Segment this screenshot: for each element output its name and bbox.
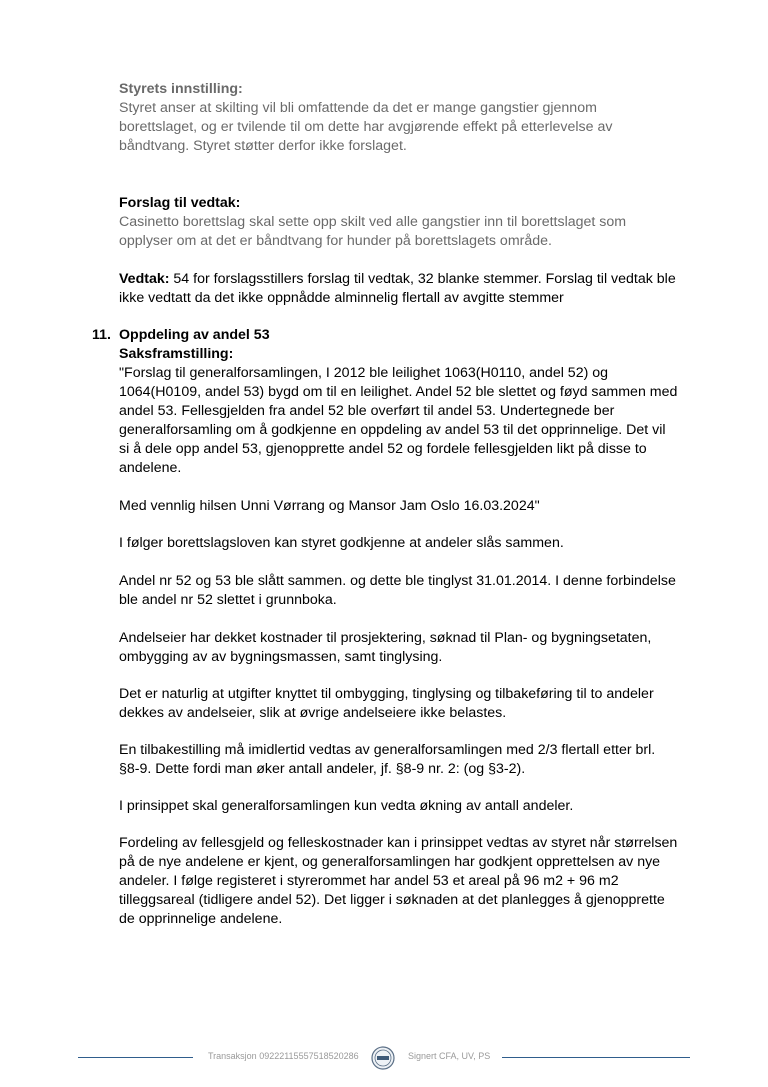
- signature-footer: [0, 1046, 768, 1070]
- paragraph: I prinsippet skal generalforsamlingen kun vedta økning av antall andeler.: [119, 798, 574, 814]
- forslag-heading: Forslag til vedtak:: [119, 195, 241, 211]
- footer-rule-left: [78, 1057, 193, 1058]
- paragraph: Andelseier har dekket kostnader til prosjektering, søknad til Plan- og bygningsetaten, ombygging av av bygningsmassen, samt tinglysing.: [119, 630, 652, 665]
- vedtak-paragraph: [119, 270, 679, 308]
- paragraph: Andel nr 52 og 53 ble slått sammen. og dette ble tinglyst 31.01.2014. I denne forbindelse ble andel nr 52 slettet i grunnboka.: [119, 573, 676, 608]
- vedtak-text: 54 for forslagsstillers forslag til vedtak, 32 blanke stemmer. Forslag til vedtak ble ikke vedtatt da det ikke oppnådde alminnelig flertall av avgitte stemmer: [119, 271, 676, 306]
- styrets-innstilling-text: Styret anser at skilting vil bli omfattende da det er mange gangstier gjennom borettslaget, og er tvilende til om dette har avgjørende effekt på etterlevelse av båndtvang. Styret støtter derfor ikke forslaget.: [119, 100, 613, 154]
- paragraph: I følger borettslagsloven kan styret godkjenne at andeler slås sammen.: [119, 535, 564, 551]
- paragraph: Fordeling av fellesgjeld og felleskostnader kan i prinsippet vedtas av styret når størrelsen på de nye andelene er kjent, og generalforsamlingen har godkjent opprettelsen av nye andeler. I følge registeret i styrerommet har andel 53 et areal på 96 m2 + 96 m2 tilleggsareal (tidligere andel 52). Det ligger i søknaden at det planlegges å gjenopprette de opprinnelige andelene.: [119, 835, 678, 927]
- signature-seal-icon: [371, 1046, 395, 1070]
- saksframstilling-heading: Saksframstilling:: [119, 346, 234, 362]
- transaction-id: Transaksjon 09222115557518520286: [208, 1051, 359, 1061]
- vedtak-label: Vedtak:: [119, 271, 170, 287]
- forslag-text: Casinetto borettslag skal sette opp skilt ved alle gangstier inn til borettslaget som opplyser om at det er båndtvang for hunder på borettslagets område.: [119, 214, 627, 249]
- item-number: 11.: [92, 327, 111, 343]
- paragraph: Det er naturlig at utgifter knyttet til ombygging, tinglysing og tilbakeføring til to andeler dekkes av andelseier, slik at øvrige andelseiere ikke belastes.: [119, 686, 654, 721]
- item-title: Oppdeling av andel 53: [119, 327, 270, 343]
- paragraph: En tilbakestilling må imidlertid vedtas av generalforsamlingen med 2/3 flertall etter brl. §8-9. Dette fordi man øker antall andeler, jf. §8-9 nr. 2: (og §3-2).: [119, 742, 656, 777]
- signed-by: Signert CFA, UV, PS: [408, 1051, 491, 1061]
- footer-rule-right: [502, 1057, 690, 1058]
- styrets-innstilling-heading: Styrets innstilling:: [119, 81, 243, 97]
- paragraph: Med vennlig hilsen Unni Vørrang og Mansor Jam Oslo 16.03.2024": [119, 498, 540, 514]
- paragraph: "Forslag til generalforsamlingen, I 2012 ble leilighet 1063(H0110, andel 52) og 1064(H0109, andel 53) bygd om til en leilighet. Andel 52 ble slettet og føyd sammen med andel 53. Fellesgjelden fra andel 52 ble overført til andel 53. Undertegnede ber generalforsamling om å godkjenne en oppdeling av andel 53 til det opprinnelige. Det vil si å dele opp andel 53, gjenopprette andel 52 og fordele fellesgjelden likt på disse to andelene.: [119, 365, 678, 476]
